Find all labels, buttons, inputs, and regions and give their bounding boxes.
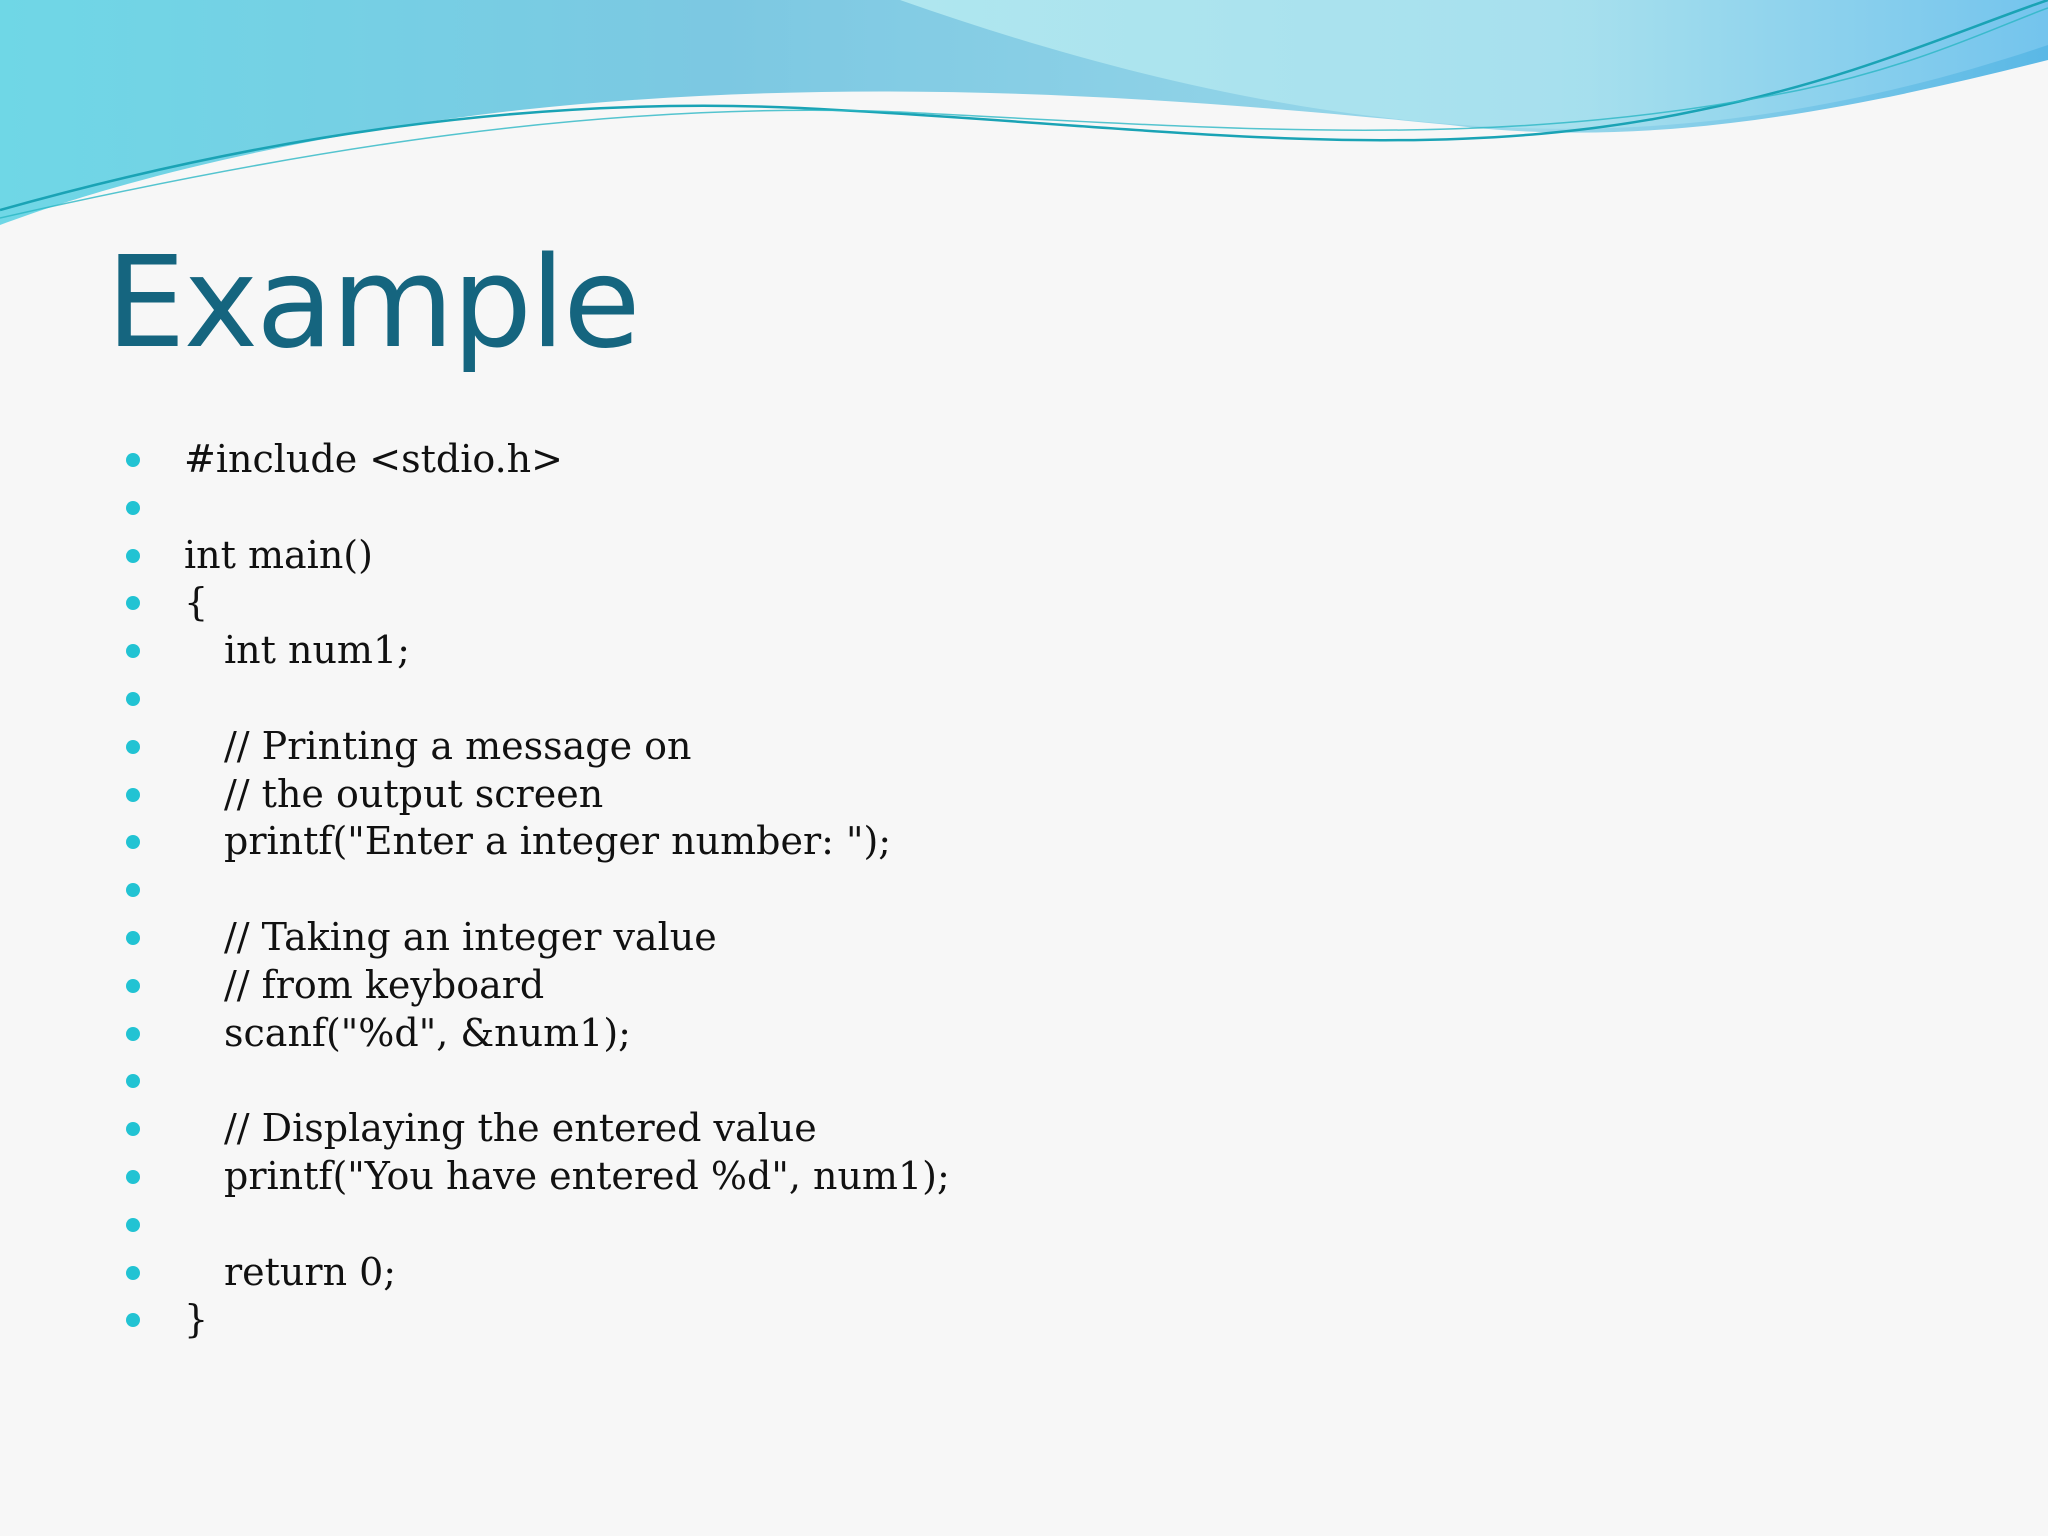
code-line-text: // Printing a message on <box>224 723 692 768</box>
bullet-dot-icon <box>126 1122 140 1136</box>
bullet-dot-icon <box>126 501 140 515</box>
bullet-dot-icon <box>126 1170 140 1184</box>
slide-title: Example <box>106 229 639 376</box>
code-line-text: int main() <box>184 532 373 577</box>
bullet-dot-icon <box>126 1218 140 1232</box>
bullet-dot-icon <box>126 1027 140 1041</box>
code-line-text: // Displaying the entered value <box>224 1106 817 1151</box>
bullet-dot-icon <box>126 692 140 706</box>
code-line-text: // the output screen <box>224 771 604 816</box>
code-line-text: { <box>184 580 209 625</box>
bullet-dot-icon <box>126 644 140 658</box>
code-line-text: return 0; <box>224 1249 397 1294</box>
code-line-text: scanf("%d", &num1); <box>224 1010 631 1055</box>
code-line-text: int num1; <box>224 628 410 673</box>
bullet-dot-icon <box>126 1313 140 1327</box>
code-line-text: printf("Enter a integer number: "); <box>224 819 892 864</box>
wave-header-decoration <box>0 0 2048 240</box>
bullet-dot-icon <box>126 1074 140 1088</box>
bullet-dot-icon <box>126 788 140 802</box>
code-line-text: // Taking an integer value <box>224 914 717 959</box>
bullet-dot-icon <box>126 549 140 563</box>
code-line-text: #include <stdio.h> <box>184 437 563 481</box>
bullet-dot-icon <box>126 596 140 610</box>
bullet-dot-icon <box>126 740 140 754</box>
bullet-dot-icon <box>126 835 140 849</box>
bullet-dot-icon <box>126 979 140 993</box>
code-line-text: } <box>184 1297 209 1342</box>
code-line-text: // from keyboard <box>224 962 545 1007</box>
bullet-dot-icon <box>126 453 140 467</box>
code-line-text: printf("You have entered %d", num1); <box>224 1153 950 1198</box>
bullet-dot-icon <box>126 883 140 897</box>
bullet-dot-icon <box>126 1266 140 1280</box>
bullet-dot-icon <box>126 931 140 945</box>
